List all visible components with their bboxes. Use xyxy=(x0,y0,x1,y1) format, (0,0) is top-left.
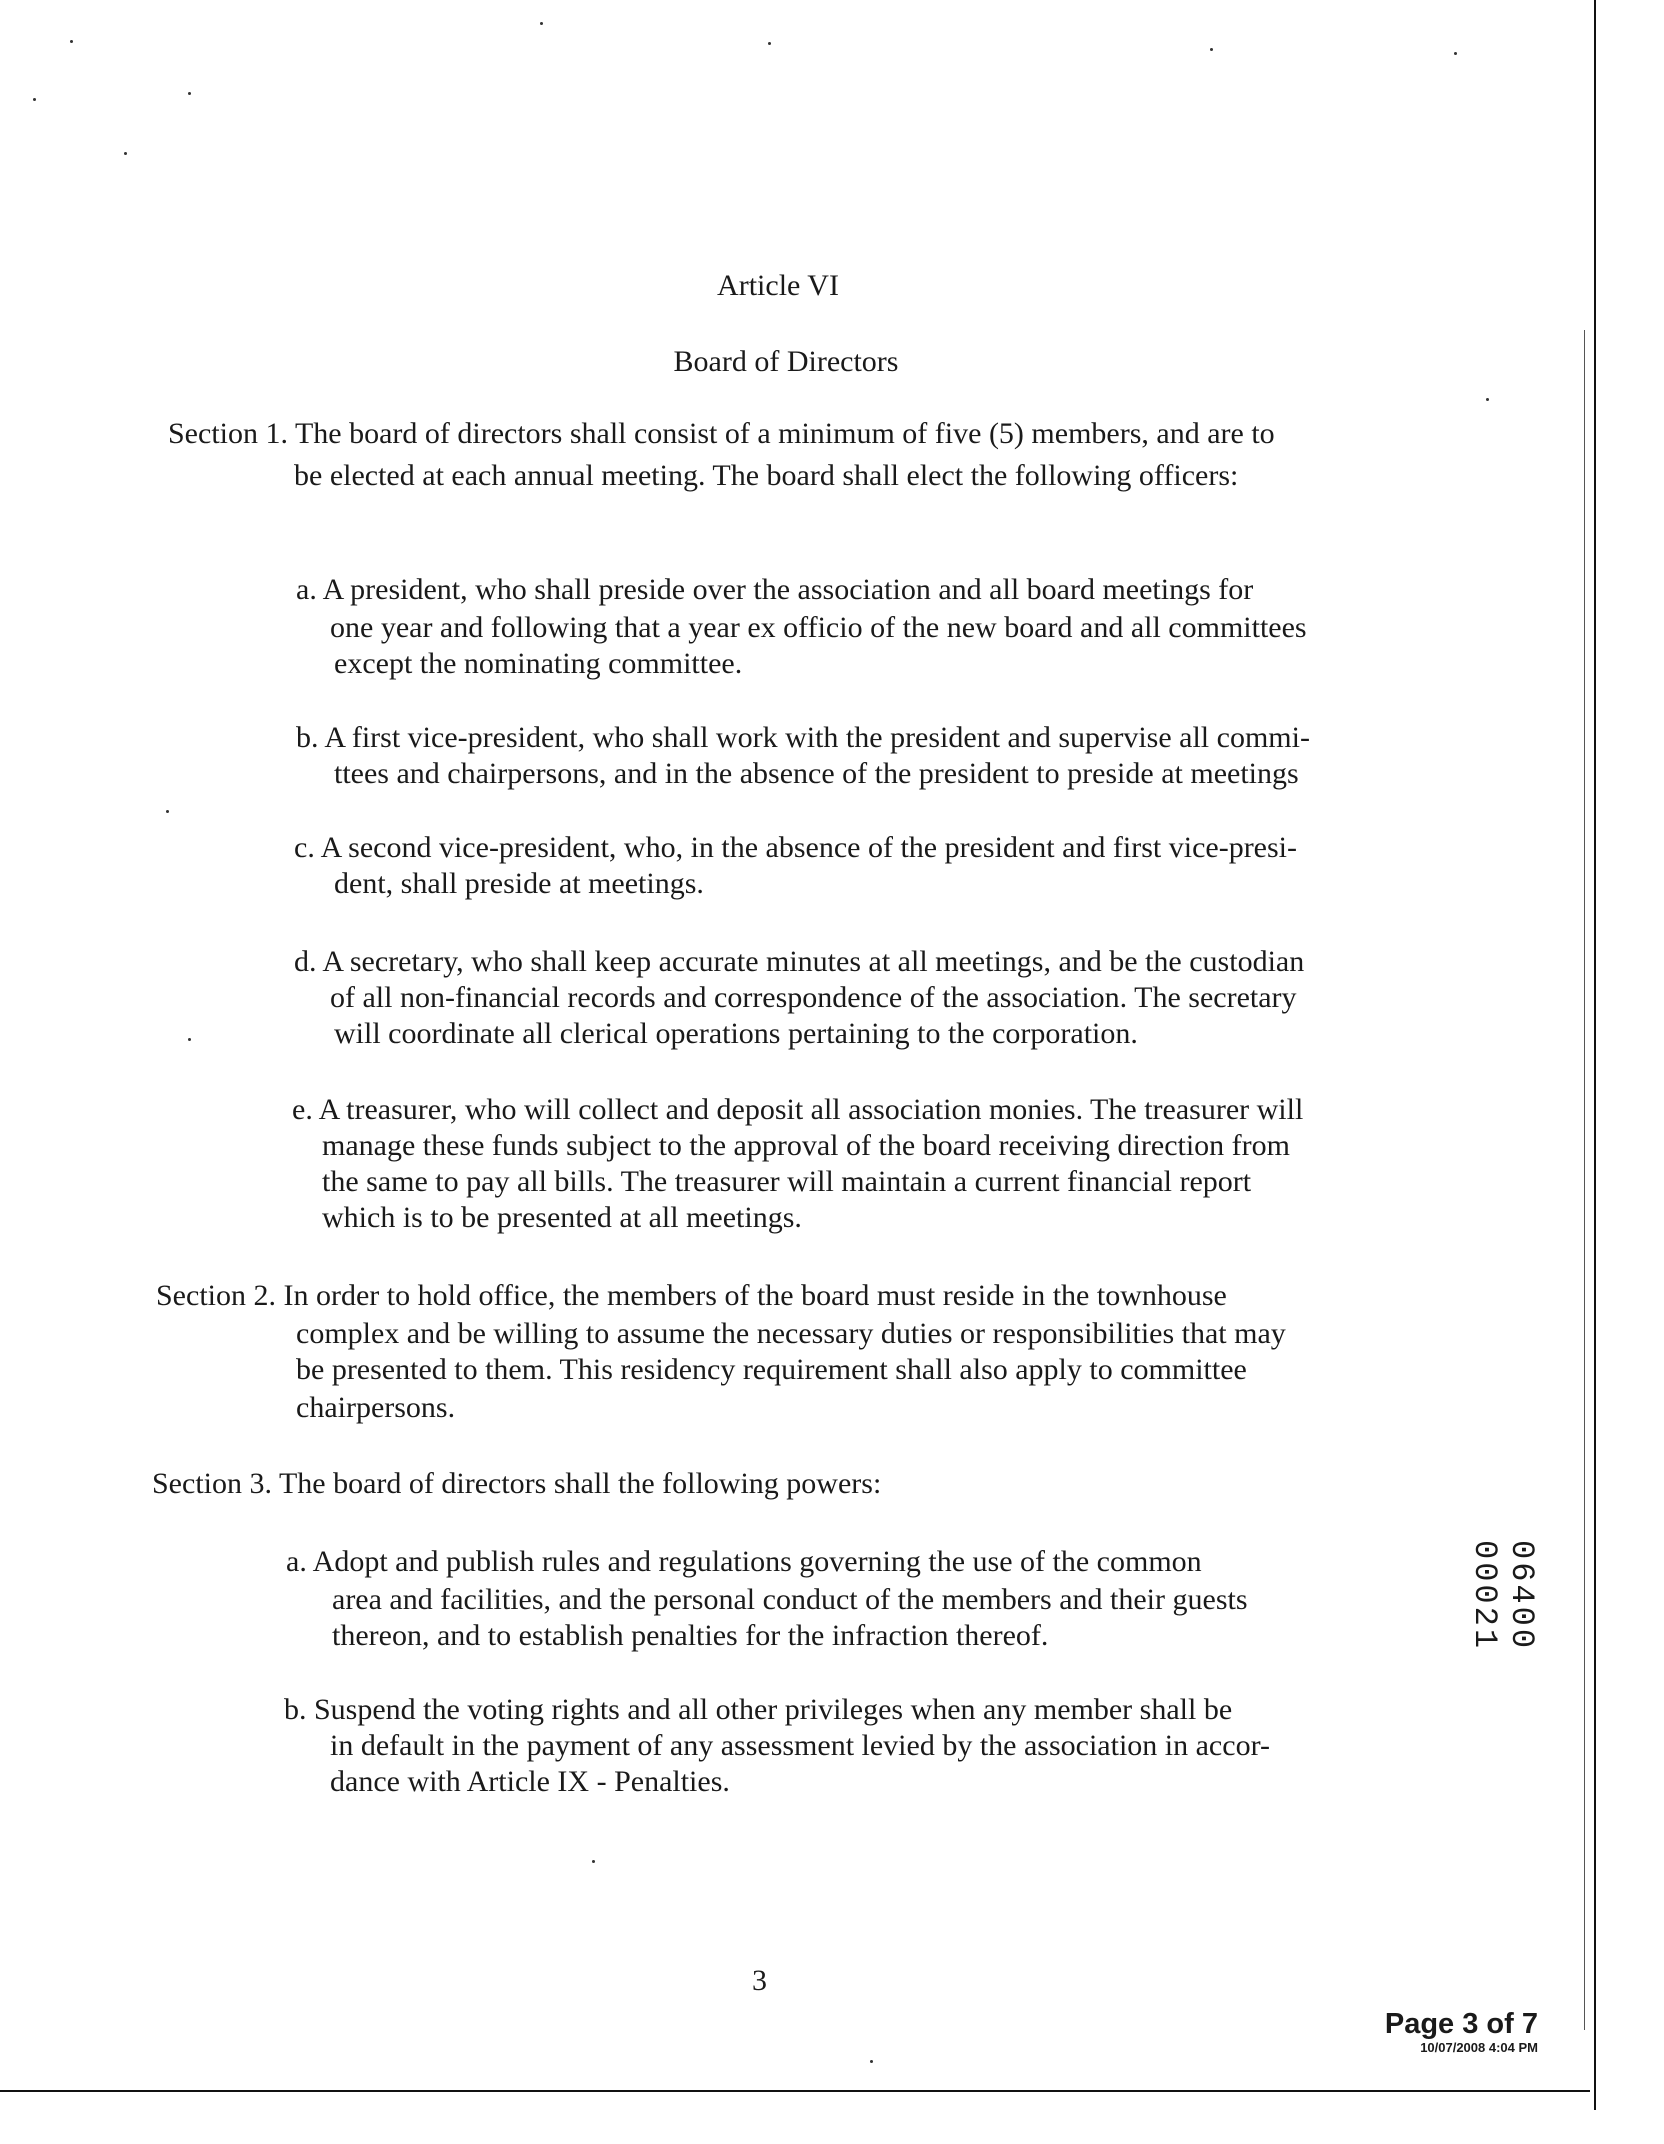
page-number: 3 xyxy=(752,1964,767,1997)
section2-line3: be presented to them. This residency requirement shall also apply to committee xyxy=(296,1353,1247,1386)
section3-line1: Section 3. The board of directors shall the following powers: xyxy=(152,1467,882,1500)
scan-speck xyxy=(768,42,771,45)
powers-item-b-line2: in default in the payment of any assessment levied by the association in accor- xyxy=(330,1729,1270,1762)
board-heading: Board of Directors xyxy=(673,345,899,378)
section1-line1: Section 1. The board of directors shall consist of a minimum of five (5) members, and are to xyxy=(168,417,1275,450)
list-item-d-line2: of all non-financial records and correspondence of the association. The secretary xyxy=(330,981,1297,1014)
list-item-d-line3: will coordinate all clerical operations pertaining to the corporation. xyxy=(334,1017,1138,1050)
scan-speck xyxy=(166,810,169,813)
list-item-b-line1: b. A first vice-president, who shall work with the president and supervise all commi- xyxy=(296,721,1310,754)
right-border-line xyxy=(1594,0,1596,2110)
scan-speck xyxy=(1210,48,1213,51)
scan-speck xyxy=(33,98,36,101)
section1-line2: be elected at each annual meeting. The board shall elect the following officers: xyxy=(294,459,1239,492)
section2-line4: chairpersons. xyxy=(296,1391,456,1424)
scan-speck xyxy=(1454,52,1457,55)
scan-speck xyxy=(540,22,543,25)
scan-speck xyxy=(188,1038,191,1041)
powers-item-b-line3: dance with Article IX - Penalties. xyxy=(330,1765,730,1798)
document-stamp: 06400 00021 xyxy=(1466,1540,1540,1652)
scan-speck xyxy=(1486,398,1489,401)
powers-item-b-line1: b. Suspend the voting rights and all other privileges when any member shall be xyxy=(284,1693,1233,1726)
page-count-tag xyxy=(1385,2008,1538,2056)
right-inner-line xyxy=(1584,330,1585,2030)
page-of-label: Page 3 of 7 xyxy=(1384,2008,1538,2040)
list-item-b-line2: ttees and chairpersons, and in the absence of the president to preside at meetings xyxy=(334,757,1299,790)
scan-speck xyxy=(188,92,191,95)
list-item-c-line1: c. A second vice-president, who, in the absence of the president and first vice-presi- xyxy=(294,831,1297,864)
scan-speck xyxy=(124,152,127,155)
scan-speck xyxy=(70,40,73,43)
list-item-e-line4: which is to be presented at all meetings. xyxy=(322,1201,802,1234)
list-item-c-line2: dent, shall preside at meetings. xyxy=(334,867,704,900)
list-item-a-line1: a. A president, who shall preside over the association and all board meetings for xyxy=(296,573,1254,606)
powers-item-a-line2: area and facilities, and the personal conduct of the members and their guests xyxy=(332,1583,1248,1616)
scan-speck xyxy=(592,1860,595,1863)
list-item-e-line2: manage these funds subject to the approval of the board receiving direction from xyxy=(322,1129,1290,1162)
scan-speck xyxy=(870,2060,873,2063)
list-item-d-line1: d. A secretary, who shall keep accurate minutes at all meetings, and be the custodian xyxy=(294,945,1305,978)
section2-line2: complex and be willing to assume the necessary duties or responsibilities that may xyxy=(296,1317,1286,1350)
print-timestamp: 10/07/2008 4:04 PM xyxy=(1420,2040,1538,2055)
powers-item-a-line3: thereon, and to establish penalties for the infraction thereof. xyxy=(332,1619,1049,1652)
list-item-e-line3: the same to pay all bills. The treasurer will maintain a current financial report xyxy=(322,1165,1252,1198)
list-item-e-line1: e. A treasurer, who will collect and deposit all association monies. The treasurer will xyxy=(292,1093,1304,1126)
list-item-a-line2: one year and following that a year ex officio of the new board and all committees xyxy=(330,611,1307,644)
list-item-a-line3: except the nominating committee. xyxy=(334,647,743,680)
powers-item-a-line1: a. Adopt and publish rules and regulations governing the use of the common xyxy=(286,1545,1202,1578)
section2-line1: Section 2. In order to hold office, the members of the board must reside in the townhouse xyxy=(156,1279,1227,1312)
bottom-border-line xyxy=(0,2090,1590,2092)
article-heading: Article VI xyxy=(717,269,839,302)
